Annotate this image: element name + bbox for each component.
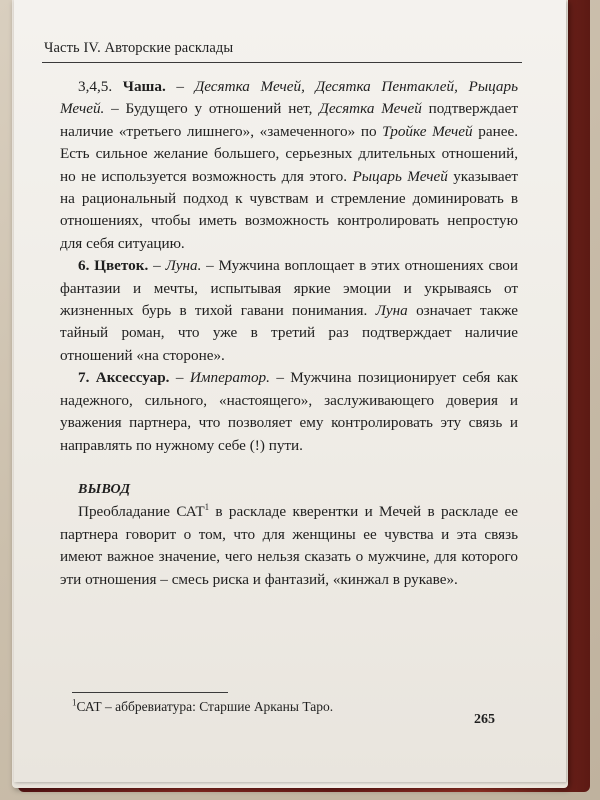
paragraph-conclusion: Преобладание САТ$^1$ в раскладе кверентки и Мечей в раскладе ее партнера говорит о том, что для женщины ее чувства и эта связь имеют важное значение, чего нельзя сказать о мужчине, для которого эти отношения – смесь риска и фантазий, «кинжал в рукаве». — [60, 502, 519, 588]
paragraph-chasha: 3,4,5. Чаша. – Десятка Мечей, Десятка Пентаклей, Рыцарь Мечей. – Будущего у отношений нет, Десятка Мечей подтверждает наличие «третьего лишнего», «замеченного» по Тройке Мечей ранее. Есть сильное желание большего, серьезных длительных отношений, но не используется возможность для этого. Рыцарь Мечей указывает на рациональный подход к чувствам и стремление доминировать в отношениях, чтобы иметь возможность контролировать непростую для себя ситуацию. — [60, 78, 518, 252]
book-page — [14, 0, 566, 782]
page-body — [60, 76, 518, 591]
item-number: 7. — [78, 369, 90, 387]
item-name: Цветок. — [94, 257, 149, 275]
header-rule — [42, 62, 522, 63]
card-name: Десятка Мечей — [319, 100, 422, 118]
running-head: Часть IV. Авторские расклады — [44, 40, 234, 56]
page-edge — [12, 0, 568, 788]
paragraph-aksessuar: 7. Аксессуар. – Император. – Мужчина позиционирует себя как надежного, сильного, «настоящего», заслуживающего доверия и уважения партнера, что позволяет ему контролировать эту связь и направлять по нужному себе (!) пути. — [60, 369, 519, 454]
footnote-rule — [72, 692, 228, 693]
footnote-number: 1 — [72, 697, 77, 708]
item-name: Чаша. — [122, 78, 166, 95]
footnote — [72, 699, 333, 715]
card-name: Луна. — [165, 257, 202, 275]
section-spacer — [60, 457, 518, 479]
card-name: Тройке Мечей — [382, 122, 473, 140]
item-name: Аксессуар. — [95, 369, 170, 387]
conclusion-title: ВЫВОД — [78, 481, 131, 497]
card-name: Рыцарь Мечей — [352, 167, 448, 185]
card-names: Десятка Мечей, Десятка Пентаклей, Рыцарь Мечей. — [60, 78, 518, 118]
page-number: 265 — [474, 712, 495, 727]
item-number: 3,4,5. — [78, 78, 113, 95]
paragraph-tsvetok: 6. Цветок. – Луна. – Мужчина воплощает в этих отношениях свои фантазии и мечты, испытывая яркие эмоции и укрываясь от жизненных бурь в тихой гавани понимания. Луна означает также тайный роман, что уже в третий раз подтверждает наличие отношений «на стороне». — [60, 257, 518, 364]
card-name: Император. — [189, 369, 270, 387]
footnote-marker: 1 — [204, 502, 210, 513]
item-number: 6. — [78, 257, 90, 275]
card-name: Луна — [375, 302, 408, 320]
footnote-text: САТ – аббревиатура: Старшие Арканы Таро. — [76, 699, 334, 714]
